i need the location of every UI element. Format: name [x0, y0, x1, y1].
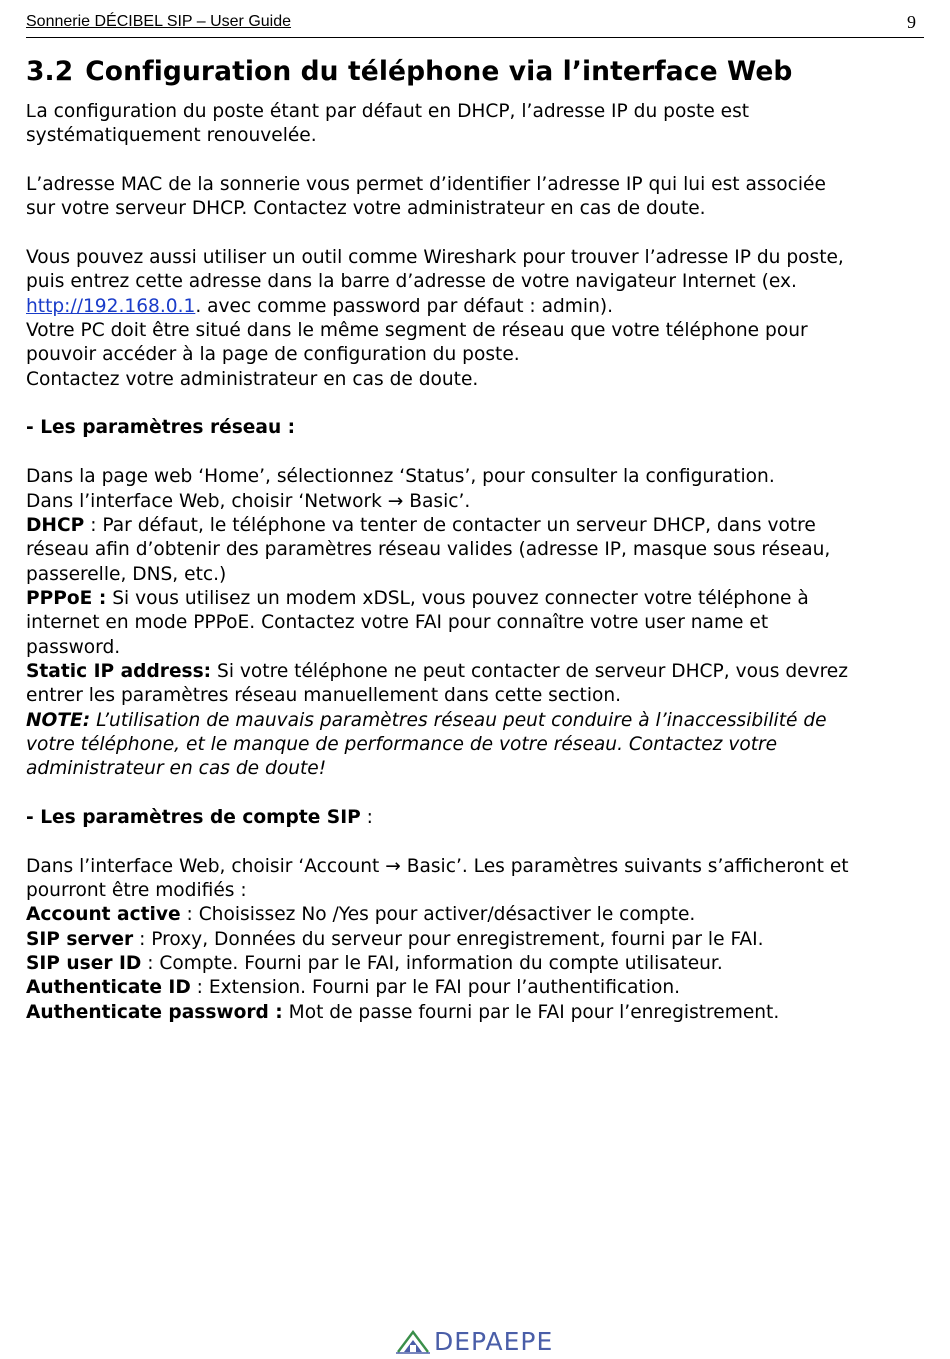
intro-paragraph-3-line-3: http://192.168.0.1. avec comme password par défaut : admin). — [26, 295, 614, 317]
section-title — [26, 56, 793, 87]
intro-paragraph-2-line-2: sur votre serveur DHCP. Contactez votre administrateur en cas de doute. — [26, 198, 706, 220]
intro-paragraph-2-line-1: L’adresse MAC de la sonnerie vous permet d’identifier l’adresse IP qui lui est associée — [26, 174, 826, 196]
brand-name: DEPAEPE — [434, 1326, 554, 1356]
intro-paragraph-4-line-1: Votre PC doit être situé dans le même segment de réseau que votre téléphone pour — [26, 320, 808, 342]
arrow-right-icon: → — [385, 855, 401, 877]
pppoe-description: PPPoE : Si vous utilisez un modem xDSL, vous pouvez connecter votre téléphone à — [26, 587, 809, 609]
section-title-text: Configuration du téléphone via l’interface Web — [85, 56, 793, 87]
pppoe-description-line-2: internet en mode PPPoE. Contactez votre FAI pour connaître votre user name et — [26, 612, 769, 634]
dhcp-description-line-2: réseau afin d’obtenir des paramètres réseau valides (adresse IP, masque sous réseau, — [26, 539, 831, 561]
network-heading: - Les paramètres réseau : — [26, 417, 296, 439]
intro-paragraph-4-line-2: pouvoir accéder à la page de configuration du poste. — [26, 344, 520, 366]
page-body — [26, 99, 926, 1025]
sip-line-2: pourront être modifiés : — [26, 880, 247, 901]
footer-logo — [396, 1326, 553, 1356]
sip-line-1: Dans l’interface Web, choisir ‘Account → Basic’. Les paramètres suivants s’afficheront et — [26, 855, 849, 877]
static-ip-description-line-2: entrer les paramètres réseau manuellement dans cette section. — [26, 685, 622, 707]
sip-param-sip-user-id: SIP user ID : Compte. Fourni par le FAI, information du compte utilisateur. — [26, 953, 723, 975]
house-logo-icon — [396, 1328, 430, 1354]
intro-paragraph-5: Contactez votre administrateur en cas de doute. — [26, 368, 479, 390]
intro-paragraph-1: La configuration du poste étant par défaut en DHCP, l’adresse IP du poste est — [26, 100, 750, 122]
page-number: 9 — [907, 12, 916, 32]
intro-paragraph-1-line-2: systématiquement renouvelée. — [26, 125, 317, 147]
network-note-line-2: votre téléphone, et le manque de performance de votre réseau. Contactez votre — [26, 733, 778, 755]
network-line-1: Dans la page web ‘Home’, sélectionnez ‘Status’, pour consulter la configuration. — [26, 466, 775, 488]
dhcp-description: DHCP : Par défaut, le téléphone va tenter de contacter un serveur DHCP, dans votre — [26, 514, 816, 536]
static-ip-description: Static IP address: Si votre téléphone ne peut contacter de serveur DHCP, vous devrez — [26, 660, 849, 682]
network-line-2: Dans l’interface Web, choisir ‘Network → Basic’. — [26, 490, 471, 512]
intro-paragraph-3-line-2: puis entrez cette adresse dans la barre d’adresse de votre navigateur Internet (ex. — [26, 271, 797, 293]
section-number: 3.2 — [26, 56, 74, 87]
sip-param-sip-server: SIP server : Proxy, Données du serveur pour enregistrement, fourni par le FAI. — [26, 928, 764, 950]
intro-paragraph-3-line-1: Vous pouvez aussi utiliser un outil comme Wireshark pour trouver l’adresse IP du poste, — [26, 247, 844, 269]
pppoe-description-line-3: password. — [26, 636, 121, 658]
sip-param-authenticate-password: Authenticate password : Mot de passe fourni par le FAI pour l’enregistrement. — [26, 1001, 780, 1023]
example-url-link[interactable]: http://192.168.0.1 — [26, 295, 196, 317]
document-title: Sonnerie DÉCIBEL SIP – User Guide — [26, 13, 292, 30]
dhcp-description-line-3: passerelle, DNS, etc.) — [26, 563, 227, 585]
arrow-right-icon: → — [387, 490, 404, 512]
network-note-line-3: administrateur en cas de doute! — [26, 758, 327, 780]
sip-param-account-active: Account active : Choisissez No /Yes pour activer/désactiver le compte. — [26, 904, 696, 926]
sip-param-authenticate-id: Authenticate ID : Extension. Fourni par le FAI pour l’authentification. — [26, 977, 681, 999]
page-header — [26, 12, 924, 38]
sip-heading: - Les paramètres de compte SIP : — [26, 806, 373, 828]
network-note: NOTE: L’utilisation de mauvais paramètres réseau peut conduire à l’inaccessibilité de — [26, 709, 827, 731]
